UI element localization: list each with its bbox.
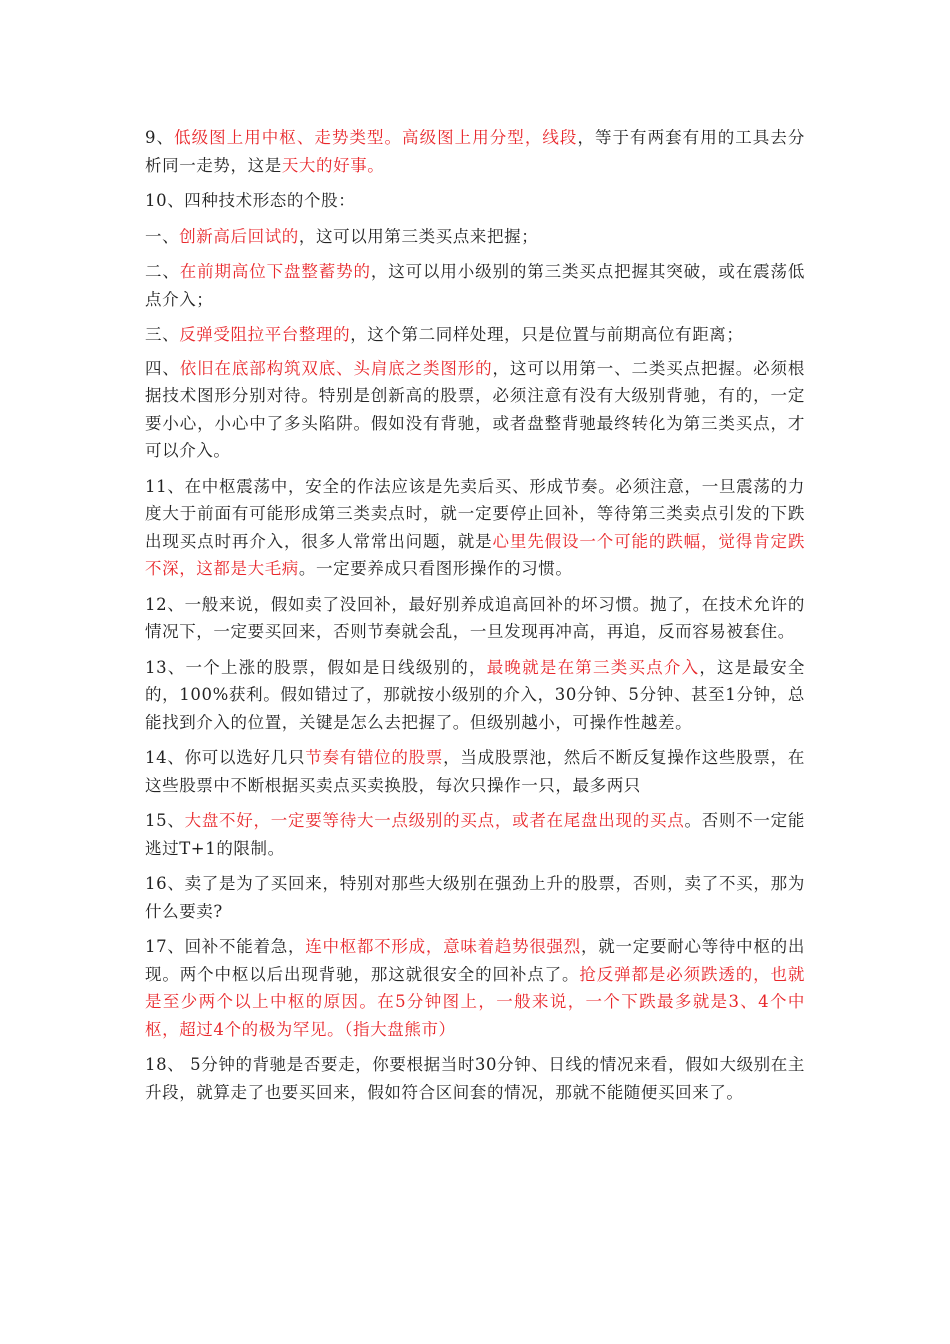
highlight-text: 低级图上用中枢、走势类型。高级图上用分型，线段 — [174, 128, 578, 147]
text-run: 四、 — [145, 358, 180, 378]
highlight-text: 反弹受阻拉平台整理的 — [179, 325, 351, 344]
highlight-text: 创新高后回试的 — [179, 226, 299, 246]
text-run: ，这可以用小级别的第三类买点把握其突破，或在震荡低点介入； — [145, 262, 806, 309]
highlight-text: 依旧在底部构筑双底、头肩底之类图形的 — [179, 358, 493, 378]
text-run: 16、卖了是为了买回来，特别对那些大级别在强劲上升的股票，否则，卖了不买，那为什么要卖? — [145, 874, 805, 921]
text-run: 三、 — [145, 325, 180, 344]
highlight-text: 连中枢都不形成，意味着趋势很强烈 — [305, 937, 582, 956]
paragraph-15 — [145, 807, 805, 862]
text-run: ，这可以用第一、二类买点把握。必须根据技术图形分别对待。特别是创新高的股票，必须注意有没有大级别背驰，有的，一定要小心，小心中了多头陷阱。假如没有背驰，或者盘整背驰最终转化为第三类买点，才可以介入。 — [145, 358, 805, 460]
paragraph-9 — [145, 124, 805, 179]
text-run: 18、 5分钟的背驰是否要走，你要根据当时30分钟、日线的情况来看，假如大级别在主升段，就算走了也要买回来，假如符合区间套的情况，那就不能随便买回来了。 — [145, 1055, 805, 1102]
paragraph-17 — [145, 933, 805, 1043]
paragraph-18 — [145, 1051, 805, 1106]
text-run: 11、在中枢震荡中，安全的作法应该是先卖后买、形成节奏。必须注意，一旦震荡的力度大于前面有可能形成第三类卖点时，就一定要停止回补，等待第三类卖点引发的下跌出现买点时再介入，很多人常常出问题，就是 — [145, 476, 805, 551]
text-run: ，当成股票池，然后不断反复操作这些股票，在这些股票中不断根据买卖点买卖换股，每次只操作一只，最多两只 — [145, 748, 805, 795]
text-run: 13、一个上涨的股票，假如是日线级别的， — [145, 657, 487, 677]
paragraph-10-item-2 — [145, 258, 805, 313]
text-run: 9、 — [145, 128, 175, 147]
text-run: 10、四种技术形态的个股： — [145, 191, 356, 210]
highlight-text: 天大的好事。 — [281, 155, 385, 175]
text-run: 。一定要养成只看图形操作的习惯。 — [298, 559, 573, 578]
text-run: ，这可以用第三类买点来把握； — [298, 226, 539, 246]
paragraph-11 — [145, 473, 805, 583]
paragraph-10-item-3 — [145, 321, 805, 349]
text-run: 14、你可以选好几只 — [145, 748, 306, 767]
highlight-text: 在前期高位下盘整蓄势的 — [179, 262, 371, 281]
text-run: 二、 — [145, 262, 180, 281]
text-run: ，这个第二同样处理，只是位置与前期高位有距离； — [350, 325, 744, 344]
document-body — [145, 124, 805, 1114]
text-run: 12、一般来说，假如卖了没回补，最好别养成追高回补的坏习惯。抛了，在技术允许的情况下，一定要买回来，否则节奏就会乱，一旦发现再冲高，再追，反而容易被套住。 — [145, 594, 805, 641]
text-run: 17、回补不能着急， — [145, 937, 306, 956]
paragraph-10-item-4 — [145, 355, 805, 465]
text-run: ，这是最安全的，100%获利。假如错过了，那就按小级别的介入，30分钟、5分钟、甚至1分钟，总能找到介入的位置，关键是怎么去把握了。但级别越小，可操作性越差。 — [145, 657, 806, 732]
paragraph-10-item-1 — [145, 223, 805, 251]
text-run: 。否则不一定能逃过T+1的限制。 — [145, 811, 806, 858]
highlight-text: 心里先假设一个可能的跌幅，觉得肯定跌不深，这都是大毛病 — [145, 531, 805, 578]
text-run: ，等于有两套有用的工具去分析同一走势，这是 — [145, 128, 805, 175]
paragraph-10 — [145, 187, 805, 215]
highlight-text: 最晚就是在第三类买点介入 — [486, 657, 700, 677]
text-run: 一、 — [145, 226, 180, 246]
paragraph-13 — [145, 654, 805, 737]
paragraph-16 — [145, 870, 805, 925]
highlight-text: 节奏有错位的股票 — [305, 748, 444, 767]
text-run: ，就一定要耐心等待中枢的出现。两个中枢以后出现背驰，那这就很安全的回补点了。 — [145, 937, 805, 984]
highlight-text: 大盘不好，一定要等待大一点级别的买点，或者在尾盘出现的买点 — [184, 811, 685, 830]
highlight-text: 抢反弹都是必须跌透的，也就是至少两个以上中枢的原因。在5分钟图上，一般来说，一个下跌最多就是3、4个中枢，超过4个的极为罕见。（指大盘熊市） — [145, 964, 805, 1039]
paragraph-12 — [145, 591, 805, 646]
text-run: 15、 — [145, 811, 185, 830]
paragraph-14 — [145, 744, 805, 799]
